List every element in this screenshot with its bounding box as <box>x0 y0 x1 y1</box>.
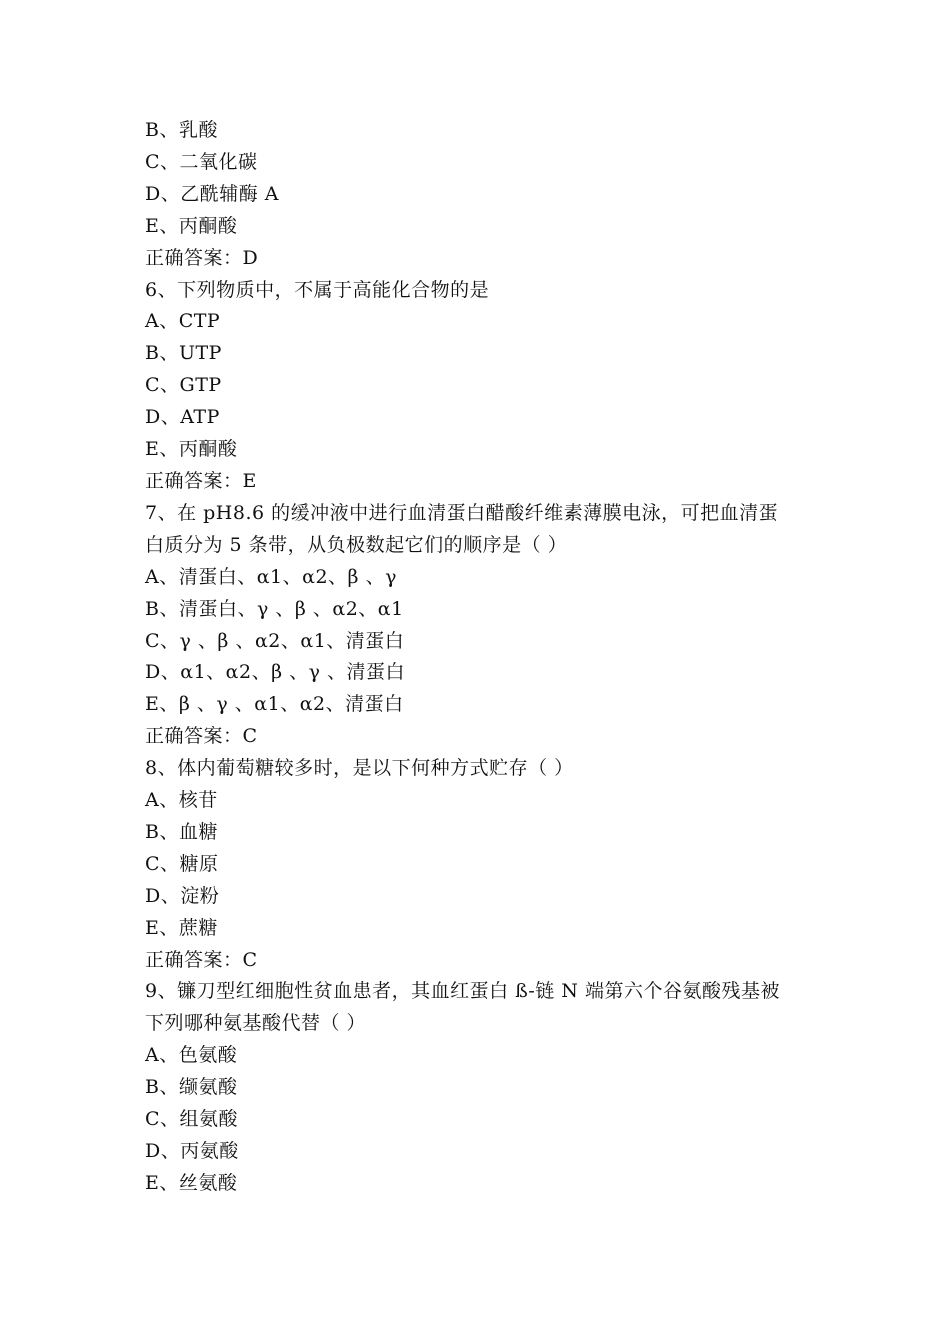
option-b-q7: B、清蛋白、γ 、β 、α2、α1 <box>145 597 404 620</box>
option-d-q5: D、乙酰辅酶 A <box>145 182 279 205</box>
question-content <box>145 115 825 1200</box>
answer-q5: 正确答案：D <box>145 246 259 269</box>
option-d-q9: D、丙氨酸 <box>145 1140 239 1162</box>
option-c-q6: C、GTP <box>145 374 222 397</box>
option-e-q8: E、蔗糖 <box>145 916 218 939</box>
option-a-q6: A、CTP <box>145 310 221 333</box>
answer-q6: 正确答案：E <box>145 469 257 492</box>
option-e-q7: E、β 、γ 、α1、α2、清蛋白 <box>145 693 404 716</box>
option-b-q9: B、缬氨酸 <box>145 1076 238 1099</box>
option-b-q5: B、乳酸 <box>145 119 218 141</box>
option-d-q8: D、淀粉 <box>145 884 220 907</box>
option-a-q8: A、核苷 <box>145 789 218 812</box>
option-d-q7: D、α1、α2、β 、γ 、清蛋白 <box>145 661 405 684</box>
answer-q7: 正确答案：C <box>145 725 258 748</box>
option-c-q8: C、糖原 <box>145 852 219 875</box>
answer-q8: 正确答案：C <box>145 948 258 971</box>
option-d-q6: D、ATP <box>145 406 220 429</box>
option-c-q5: C、二氧化碳 <box>145 150 258 173</box>
question-6: 6、下列物质中，不属于高能化合物的是 <box>145 278 490 301</box>
option-b-q8: B、血糖 <box>145 820 218 843</box>
option-b-q6: B、UTP <box>145 342 222 365</box>
option-e-q9: E、丝氨酸 <box>145 1171 238 1194</box>
option-e-q5: E、丙酮酸 <box>145 214 238 237</box>
question-7-line-2: 白质分为 5 条带，从负极数起它们的顺序是（ ） <box>145 533 568 556</box>
question-8: 8、体内葡萄糖较多时，是以下何种方式贮存（ ） <box>145 757 574 780</box>
option-a-q9: A、色氨酸 <box>145 1044 238 1067</box>
question-7-line-1: 7、在 pH8.6 的缓冲液中进行血清蛋白醋酸纤维素薄膜电泳，可把血清蛋 <box>145 501 779 524</box>
question-9-line-1: 9、镰刀型红细胞性贫血患者，其血红蛋白 ß-链 N 端第六个谷氨酸残基被 <box>145 980 780 1003</box>
option-e-q6: E、丙酮酸 <box>145 438 238 461</box>
question-9-line-2: 下列哪种氨基酸代替（ ） <box>145 1012 367 1035</box>
option-a-q7: A、清蛋白、α1、α2、β 、γ <box>145 565 397 588</box>
option-c-q9: C、组氨酸 <box>145 1108 239 1131</box>
option-c-q7: C、γ 、β 、α2、α1、清蛋白 <box>145 629 405 652</box>
